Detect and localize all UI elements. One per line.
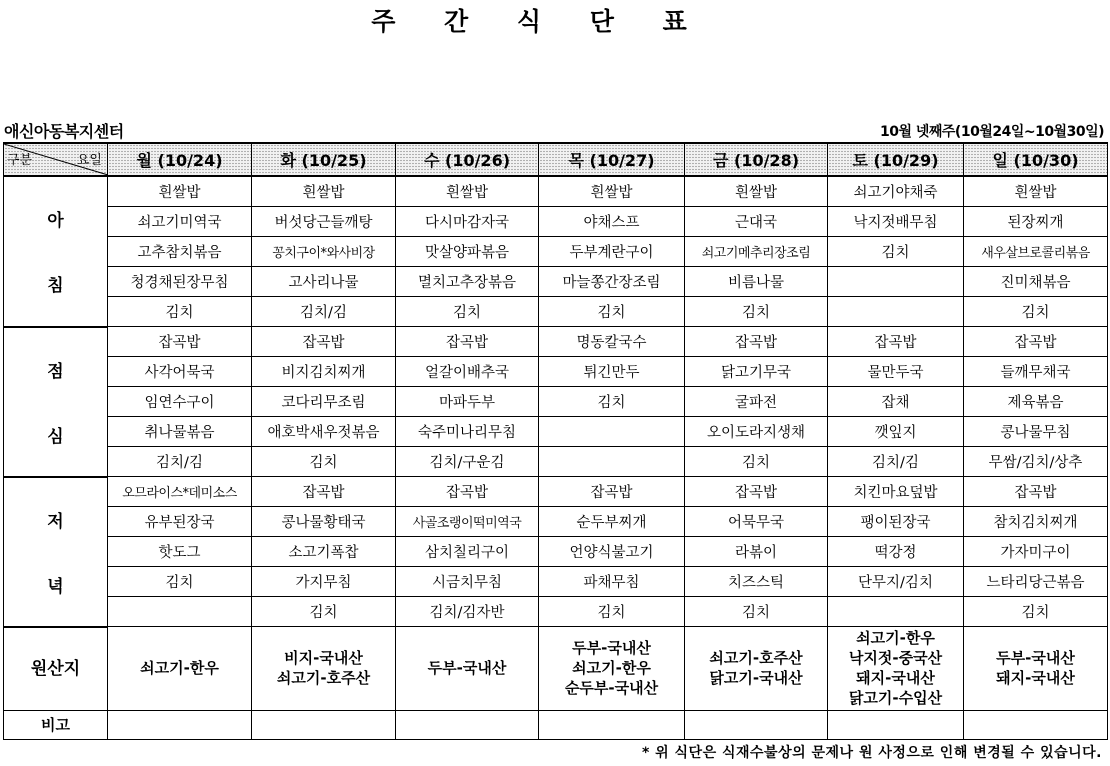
remarks-label: 비고 — [4, 710, 108, 739]
meal-label — [4, 477, 108, 627]
meal-row — [4, 327, 1108, 357]
meal-body — [4, 176, 1108, 627]
meal-label-bottom: 녁 — [47, 576, 64, 597]
menu-item: 단무지/김치 — [828, 567, 964, 597]
origin-line: 닭고기-수입산 — [848, 689, 943, 708]
center-name: 애신아동복지센터 — [4, 122, 124, 141]
menu-item: 김치/김 — [252, 297, 396, 327]
remarks-cell — [108, 710, 252, 739]
origin-line: 순두부-국내산 — [564, 679, 659, 698]
menu-item: 잡곡밥 — [539, 477, 685, 507]
menu-item: 흰쌀밥 — [108, 176, 252, 207]
origin-line: 돼지-국내산 — [856, 669, 935, 688]
corner-right-label: 요일 — [76, 153, 102, 168]
remarks-cell — [252, 710, 396, 739]
menu-item: 핫도그 — [108, 537, 252, 567]
remarks-cell — [685, 710, 828, 739]
menu-item: 잡곡밥 — [396, 327, 539, 357]
header-row — [4, 143, 1108, 176]
origin-cell — [685, 627, 828, 711]
menu-item — [539, 417, 685, 447]
menu-item: 김치/김 — [828, 447, 964, 477]
origin-cell — [252, 627, 396, 711]
menu-item: 깻잎지 — [828, 417, 964, 447]
day-header: 수 (10/26) — [396, 143, 539, 176]
menu-item: 가자미구이 — [964, 537, 1108, 567]
menu-item: 느타리당근볶음 — [964, 567, 1108, 597]
origin-cell — [539, 627, 685, 711]
menu-item: 팽이된장국 — [828, 507, 964, 537]
origin-line: 쇠고기-호주산 — [709, 649, 803, 668]
menu-item: 물만두국 — [828, 357, 964, 387]
menu-item: 흰쌀밥 — [539, 176, 685, 207]
origin-line: 비지-국내산 — [284, 649, 363, 668]
meal-row — [4, 537, 1108, 567]
menu-item: 김치 — [108, 567, 252, 597]
menu-item: 치킨마요덮밥 — [828, 477, 964, 507]
menu-item: 콩나물황태국 — [252, 507, 396, 537]
menu-item: 김치 — [685, 297, 828, 327]
meal-row — [4, 387, 1108, 417]
day-header: 일 (10/30) — [964, 143, 1108, 176]
origin-line: 돼지-국내산 — [996, 669, 1075, 688]
menu-item: 취나물볶음 — [108, 417, 252, 447]
corner-left-label: 구분 — [7, 153, 33, 168]
menu-item: 진미채볶음 — [964, 267, 1108, 297]
meal-row — [4, 447, 1108, 477]
day-header: 금 (10/28) — [685, 143, 828, 176]
menu-item: 김치 — [539, 387, 685, 417]
origin-line: 두부-국내산 — [572, 639, 651, 658]
menu-item: 잡곡밥 — [964, 477, 1108, 507]
day-header: 토 (10/29) — [828, 143, 964, 176]
menu-item: 마파두부 — [396, 387, 539, 417]
menu-item: 김치 — [964, 597, 1108, 627]
origin-cell — [396, 627, 539, 711]
remarks-cell — [396, 710, 539, 739]
meal-label-top: 저 — [47, 511, 64, 532]
menu-item: 새우살브로콜리볶음 — [964, 237, 1108, 267]
menu-item: 치즈스틱 — [685, 567, 828, 597]
menu-item: 잡곡밥 — [685, 477, 828, 507]
menu-item: 김치/구운김 — [396, 447, 539, 477]
menu-item: 흰쌀밥 — [685, 176, 828, 207]
menu-item: 잡곡밥 — [252, 477, 396, 507]
menu-item: 마늘쫑간장조림 — [539, 267, 685, 297]
menu-item: 얼갈이배추국 — [396, 357, 539, 387]
remarks-cell — [828, 710, 964, 739]
menu-item: 청경채된장무침 — [108, 267, 252, 297]
menu-item: 잡곡밥 — [828, 327, 964, 357]
menu-item: 유부된장국 — [108, 507, 252, 537]
origin-line: 쇠고기-한우 — [572, 659, 651, 678]
menu-item: 애호박새우젓볶음 — [252, 417, 396, 447]
menu-item — [828, 597, 964, 627]
weekly-menu-table — [3, 142, 1108, 740]
menu-item: 된장찌개 — [964, 207, 1108, 237]
menu-item: 낙지젓배무침 — [828, 207, 964, 237]
meal-row — [4, 267, 1108, 297]
menu-item: 김치 — [685, 597, 828, 627]
menu-item: 김치/김 — [108, 447, 252, 477]
origin-line: 닭고기-국내산 — [709, 669, 803, 688]
menu-item: 삼치칠리구이 — [396, 537, 539, 567]
meal-row — [4, 237, 1108, 267]
menu-item: 김치 — [539, 597, 685, 627]
menu-item: 김치/김자반 — [396, 597, 539, 627]
origin-cell — [828, 627, 964, 711]
menu-item: 고추참치볶음 — [108, 237, 252, 267]
menu-item: 잡곡밥 — [964, 327, 1108, 357]
menu-item: 라볶이 — [685, 537, 828, 567]
origin-row — [4, 627, 1108, 711]
menu-item: 숙주미나리무침 — [396, 417, 539, 447]
menu-item: 제육볶음 — [964, 387, 1108, 417]
menu-item — [539, 447, 685, 477]
meal-label — [4, 327, 108, 477]
menu-item: 다시마감자국 — [396, 207, 539, 237]
menu-item: 임연수구이 — [108, 387, 252, 417]
meal-row — [4, 297, 1108, 327]
menu-item: 명동칼국수 — [539, 327, 685, 357]
menu-item: 두부계란구이 — [539, 237, 685, 267]
menu-item: 김치 — [685, 447, 828, 477]
menu-item: 사각어묵국 — [108, 357, 252, 387]
menu-item: 근대국 — [685, 207, 828, 237]
menu-item: 언양식불고기 — [539, 537, 685, 567]
meal-row — [4, 477, 1108, 507]
menu-item: 사골조랭이떡미역국 — [396, 507, 539, 537]
menu-item: 버섯당근들깨탕 — [252, 207, 396, 237]
menu-item: 비름나물 — [685, 267, 828, 297]
menu-item: 김치 — [539, 297, 685, 327]
menu-item: 참치김치찌개 — [964, 507, 1108, 537]
menu-item: 흰쌀밥 — [252, 176, 396, 207]
meal-row — [4, 176, 1108, 207]
menu-item: 잡곡밥 — [252, 327, 396, 357]
menu-item: 튀긴만두 — [539, 357, 685, 387]
menu-item: 맛살양파볶음 — [396, 237, 539, 267]
meal-label-top: 점 — [47, 361, 64, 382]
footnote: * 위 식단은 식재수불상의 문제나 원 사정으로 인해 변경될 수 있습니다. — [641, 745, 1102, 761]
menu-item: 김치 — [828, 237, 964, 267]
origin-line: 낙지젓-중국산 — [848, 649, 943, 668]
meal-row — [4, 417, 1108, 447]
menu-item: 코다리무조림 — [252, 387, 396, 417]
menu-item — [108, 597, 252, 627]
menu-item: 시금치무침 — [396, 567, 539, 597]
meal-row — [4, 597, 1108, 627]
menu-item: 고사리나물 — [252, 267, 396, 297]
menu-item: 흰쌀밥 — [964, 176, 1108, 207]
origin-cell — [964, 627, 1108, 711]
menu-item: 떡강정 — [828, 537, 964, 567]
menu-item: 무쌈/김치/상추 — [964, 447, 1108, 477]
menu-item: 소고기폭찹 — [252, 537, 396, 567]
menu-item: 파채무침 — [539, 567, 685, 597]
remarks-row — [4, 710, 1108, 739]
menu-item: 오므라이스*데미소스 — [108, 477, 252, 507]
menu-item — [828, 297, 964, 327]
menu-item: 가지무침 — [252, 567, 396, 597]
menu-item: 닭고기무국 — [685, 357, 828, 387]
menu-item: 흰쌀밥 — [396, 176, 539, 207]
menu-item: 잡곡밥 — [108, 327, 252, 357]
meal-label-top: 아 — [47, 211, 64, 232]
menu-item: 쇠고기야채죽 — [828, 176, 964, 207]
menu-item: 김치 — [108, 297, 252, 327]
menu-item: 굴파전 — [685, 387, 828, 417]
meal-row — [4, 357, 1108, 387]
meal-label — [4, 176, 108, 327]
menu-item: 김치 — [252, 597, 396, 627]
menu-item: 김치 — [964, 297, 1108, 327]
remarks-cell — [964, 710, 1108, 739]
meal-label-bottom: 심 — [47, 426, 64, 447]
menu-item: 콩나물무침 — [964, 417, 1108, 447]
menu-item: 오이도라지생채 — [685, 417, 828, 447]
meal-row — [4, 207, 1108, 237]
menu-item: 쇠고기미역국 — [108, 207, 252, 237]
day-header: 목 (10/27) — [539, 143, 685, 176]
menu-item: 꽁치구이*와사비장 — [252, 237, 396, 267]
corner-header — [4, 143, 108, 176]
page-title: 주 간 식 단 표 — [371, 7, 707, 36]
origin-label: 원산지 — [4, 627, 108, 711]
week-label: 10월 넷째주(10월24일~10월30일) — [879, 124, 1104, 140]
menu-item: 김치 — [252, 447, 396, 477]
origin-line: 쇠고기-호주산 — [276, 669, 371, 688]
origin-line: 두부-국내산 — [427, 659, 507, 678]
menu-item: 잡채 — [828, 387, 964, 417]
menu-item: 야채스프 — [539, 207, 685, 237]
origin-line: 두부-국내산 — [996, 649, 1075, 668]
menu-item: 김치 — [396, 297, 539, 327]
menu-item: 잡곡밥 — [685, 327, 828, 357]
menu-item: 순두부찌개 — [539, 507, 685, 537]
menu-item: 멸치고추장볶음 — [396, 267, 539, 297]
menu-item: 쇠고기메추리장조림 — [685, 237, 828, 267]
origin-line: 쇠고기-한우 — [856, 629, 935, 648]
menu-item: 들깨무채국 — [964, 357, 1108, 387]
meal-row — [4, 507, 1108, 537]
day-header: 화 (10/25) — [252, 143, 396, 176]
menu-item: 잡곡밥 — [396, 477, 539, 507]
origin-line: 쇠고기-한우 — [140, 659, 219, 678]
menu-item: 어묵무국 — [685, 507, 828, 537]
menu-item — [828, 267, 964, 297]
remarks-cell — [539, 710, 685, 739]
day-header: 월 (10/24) — [108, 143, 252, 176]
meal-row — [4, 567, 1108, 597]
meal-label-bottom: 침 — [47, 276, 64, 297]
origin-cell — [108, 627, 252, 711]
menu-item: 비지김치찌개 — [252, 357, 396, 387]
